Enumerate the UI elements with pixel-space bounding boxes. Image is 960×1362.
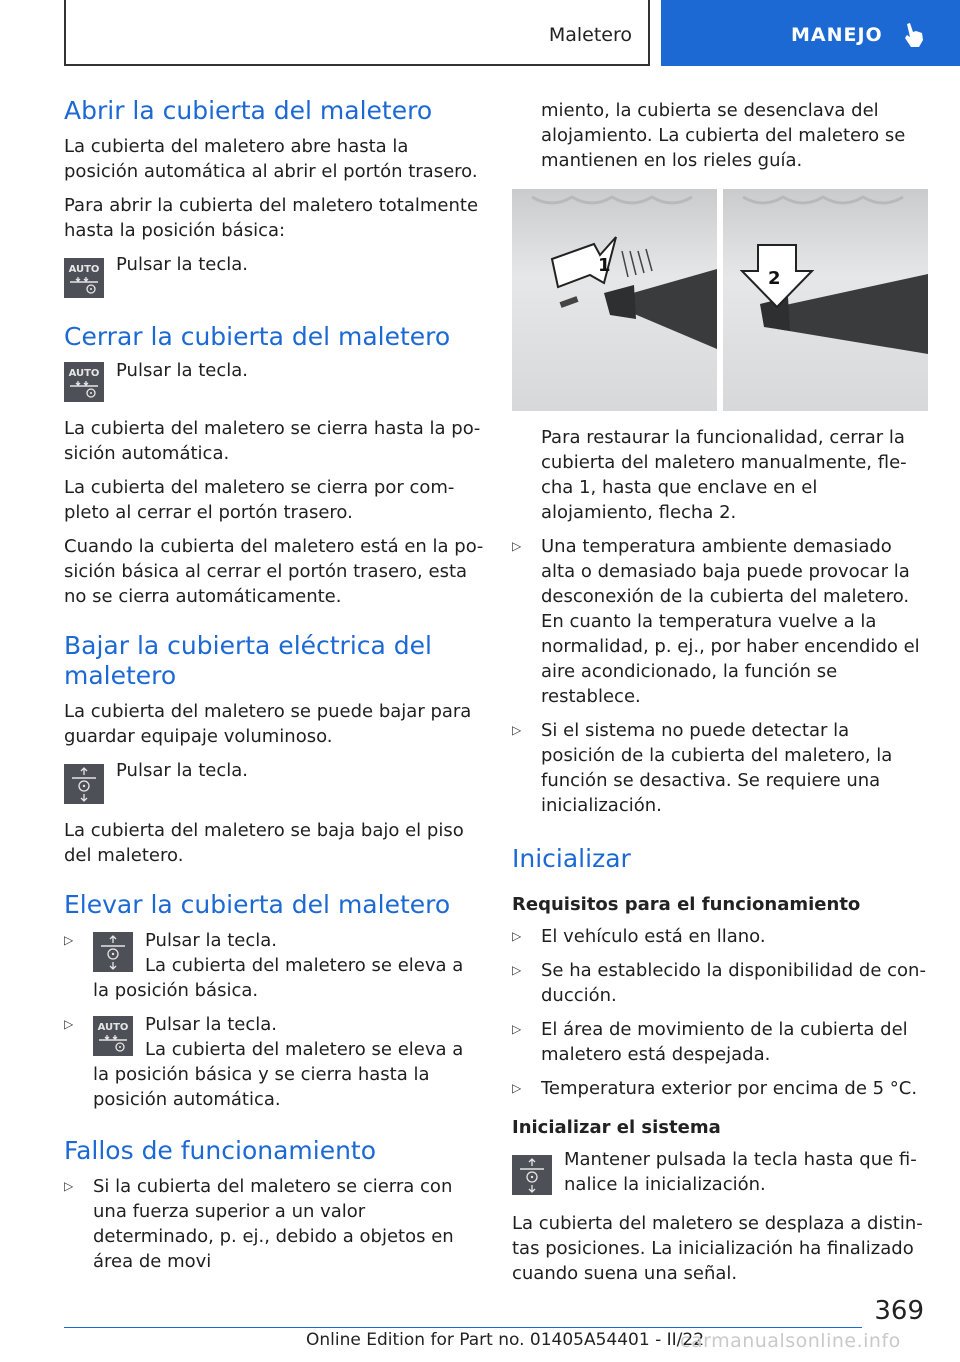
lower-cover-button-icon [512, 1155, 552, 1195]
key-instruction-text: Pulsar la tecla. [116, 360, 249, 381]
hand-pointer-icon [901, 22, 925, 48]
key-instruction [512, 1147, 928, 1197]
footer-edition: Online Edition for Part no. 01405A54401 - II/22 [306, 1330, 705, 1350]
key-instruction-text: Pulsar la tecla. [116, 254, 249, 275]
auto-button-icon [64, 362, 104, 402]
header-chapter-title: MANEJO [791, 24, 883, 46]
arrow-1-label: 1 [598, 255, 611, 276]
list-item [64, 1012, 484, 1112]
key-instruction-text: Pulsar la tecla. [116, 760, 249, 781]
paragraph: La cubierta del maletero se desplaza a distintas posiciones. La inicialización ha finalizado cuando suena una señal. [512, 1213, 923, 1284]
auto-button-icon [93, 1016, 133, 1056]
list-item-text: El área de movimiento de la cubierta del maletero está despejada. [541, 1019, 908, 1065]
lower-cover-button-icon [93, 932, 133, 972]
list-item [512, 958, 928, 1008]
list-item-text: Una temperatura ambiente demasiado alta o demasiado baja puede provocar la desconexión de la cubierta del maletero. En cuanto la temperatura vuelve a la normalidad, p. ej., por haber encendido el aire acondicionado, la función se restablece. [541, 536, 920, 707]
paragraph: La cubierta del maletero se baja bajo el piso del maletero. [64, 820, 464, 866]
page-header [64, 0, 960, 66]
list-item [512, 1076, 928, 1101]
lower-cover-button-icon [64, 764, 104, 804]
list-item [512, 534, 928, 709]
triangle-bullet-icon: ▷ [512, 1022, 522, 1036]
heading-close-cover: Cerrar la cubierta del maletero [64, 322, 451, 351]
heading-open-cover: Abrir la cubierta del maletero [64, 96, 433, 125]
list-item-text: Temperatura exterior por encima de 5 °C. [541, 1078, 918, 1099]
list-item-line: Pulsar la tecla. [145, 1014, 278, 1035]
page-number: 369 [874, 1296, 924, 1326]
heading-initialize: Inicializar [512, 844, 631, 873]
left-column [64, 96, 484, 1283]
header-section-box [64, 0, 650, 66]
watermark: carmanualsonline.info [680, 1330, 901, 1352]
key-instruction [64, 252, 484, 298]
heading-malfunctions: Fallos de funcionamiento [64, 1136, 377, 1165]
paragraph: La cubierta del maletero se cierra por completo al cerrar el portón trasero. [64, 477, 455, 523]
paragraph: Para abrir la cubierta del maletero totalmente hasta la posición básica: [64, 195, 479, 241]
subheading-requirements: Requisitos para el funcionamiento [512, 894, 861, 915]
triangle-bullet-icon: ▷ [512, 963, 522, 977]
list-item-line: Pulsar la tecla. [145, 930, 278, 951]
header-section-title: Maletero [548, 24, 632, 46]
paragraph: La cubierta del maletero se cierra hasta la posición automática. [64, 418, 481, 464]
list-item [512, 718, 928, 818]
list-item [64, 1174, 484, 1274]
right-column [512, 98, 928, 1295]
heading-lower-cover: Bajar la cubierta eléctrica del maletero [64, 631, 432, 690]
paragraph: Cuando la cubierta del maletero está en la posición básica al cerrar el portón trasero, esta no se cierra automáticamente. [64, 536, 484, 607]
footer-divider [64, 1327, 862, 1328]
heading-raise-cover: Elevar la cubierta del maletero [64, 890, 451, 919]
triangle-bullet-icon: ▷ [64, 1017, 74, 1031]
list-item-text: El vehículo está en llano. [541, 926, 766, 947]
paragraph: Para restaurar la funcionalidad, cerrar la cubierta del maletero manualmente, flecha 1, hasta que enclave en el alojamiento, flecha 2. [541, 427, 907, 523]
key-instruction-text: Mantener pulsada la tecla hasta que finalice la inicialización. [564, 1149, 917, 1195]
list-item [512, 1017, 928, 1067]
list-item [64, 928, 484, 1003]
subheading-initialize-system: Inicializar el sistema [512, 1117, 721, 1138]
auto-button-icon [64, 258, 104, 298]
triangle-bullet-icon: ▷ [512, 929, 522, 943]
paragraph: La cubierta del maletero abre hasta la posición automática al abrir el portón trasero. [64, 136, 478, 182]
key-instruction [64, 358, 484, 402]
paragraph-continued: miento, la cubierta se desenclava del alojamiento. La cubierta del maletero se mantienen en los rieles guía. [541, 100, 906, 171]
key-instruction [64, 758, 484, 804]
list-item-text: Se ha establecido la disponibilidad de conducción. [541, 960, 926, 1006]
triangle-bullet-icon: ▷ [512, 1081, 522, 1095]
triangle-bullet-icon: ▷ [64, 1179, 74, 1193]
arrow-2-label: 2 [768, 268, 781, 289]
list-item-line: La cubierta del maletero se eleva a la posición básica y se cierra hasta la posición automática. [93, 1039, 464, 1110]
list-item-line: La cubierta del maletero se eleva a la posición básica. [93, 955, 464, 1001]
header-chapter-tab [661, 0, 960, 66]
list-item-text: Si la cubierta del maletero se cierra con una fuerza superior a un valor determinado, p. ej., debido a objetos en área de movi [93, 1176, 454, 1272]
list-item-text: Si el sistema no puede detectar la posición de la cubierta del maletero, la función se desactiva. Se requiere una inicialización. [541, 720, 893, 816]
triangle-bullet-icon: ▷ [512, 539, 522, 553]
triangle-bullet-icon: ▷ [512, 723, 522, 737]
trunk-cover-illustration [512, 189, 928, 411]
paragraph: La cubierta del maletero se puede bajar para guardar equipaje voluminoso. [64, 701, 472, 747]
triangle-bullet-icon: ▷ [64, 933, 74, 947]
list-item [512, 924, 928, 949]
